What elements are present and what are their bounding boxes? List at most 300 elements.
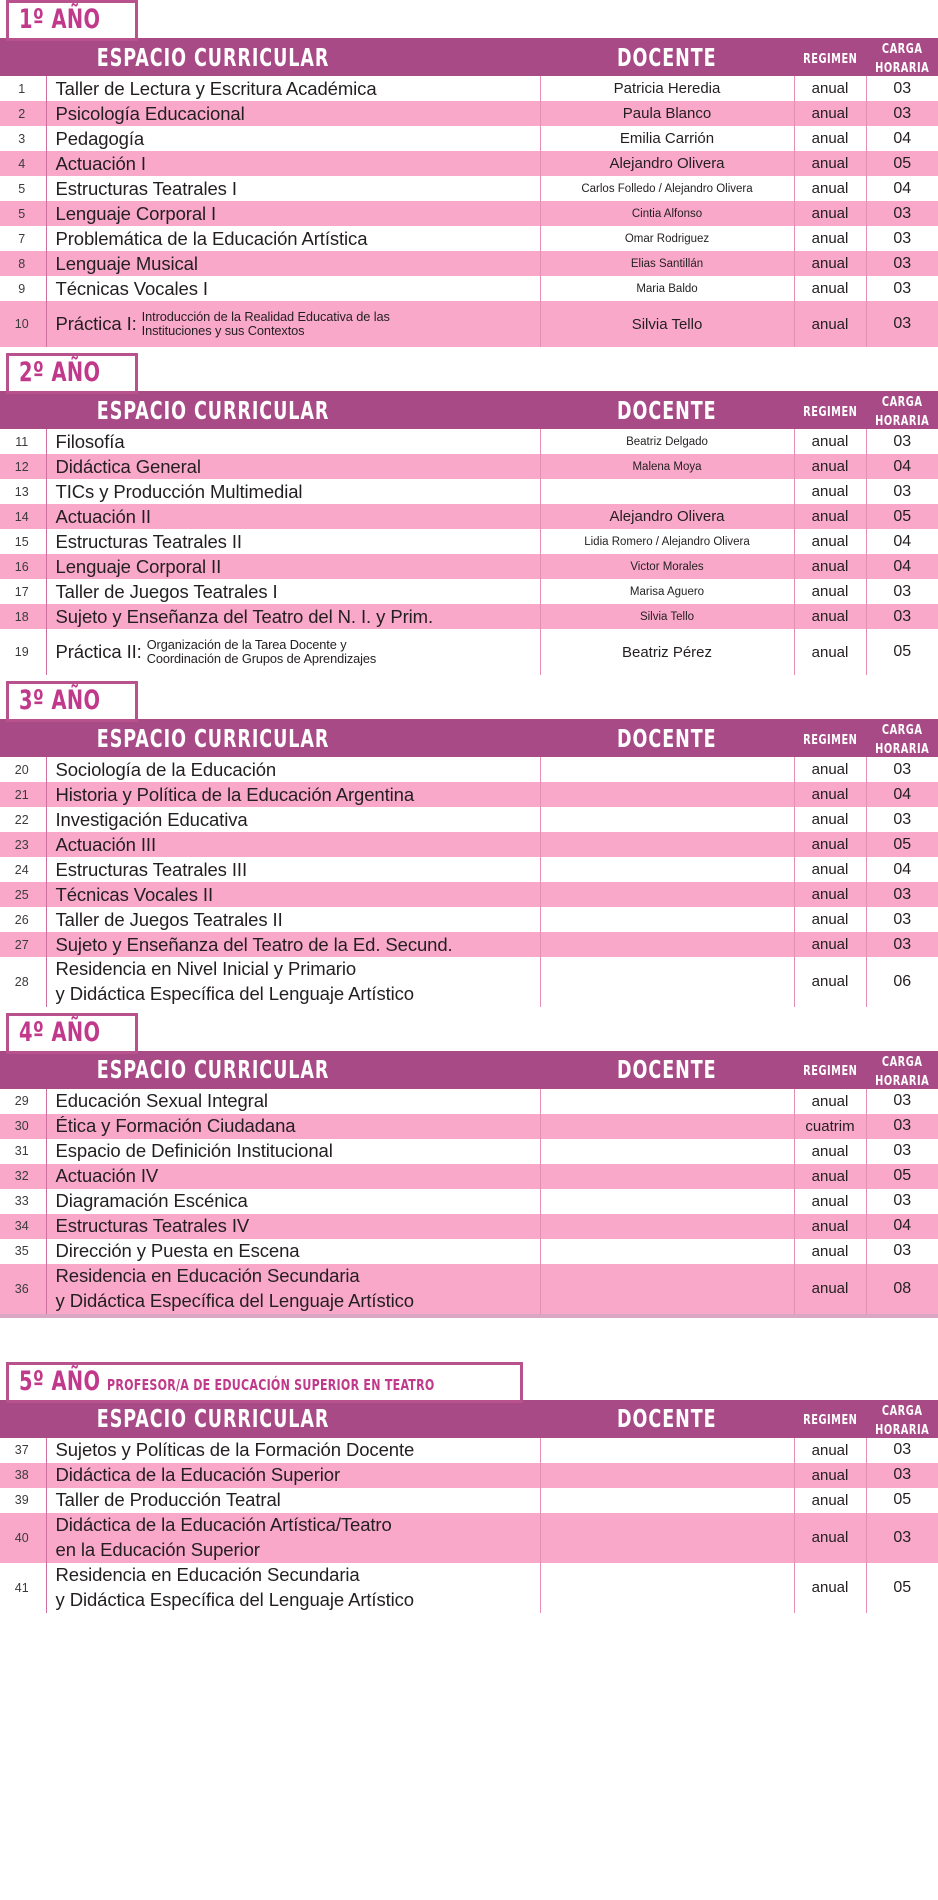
espacio-line-1: Residencia en Educación Secundaria: [55, 1563, 360, 1585]
row-index: 27: [0, 932, 46, 957]
year-table-0: [0, 38, 938, 347]
row-docente: Beatriz Pérez: [540, 629, 794, 675]
table-row[interactable]: [0, 76, 938, 101]
row-index: 3: [0, 126, 46, 151]
row-index: 19: [0, 629, 46, 675]
row-index: 4: [0, 151, 46, 176]
row-docente: [540, 757, 794, 782]
row-index: 9: [0, 276, 46, 301]
row-espacio-curricular: Taller de Producción Teatral: [46, 1488, 540, 1513]
year-badge: [6, 1013, 138, 1054]
row-carga-horaria: 03: [866, 101, 938, 126]
col-header-carga-horaria: CARGA HORARIA: [866, 1051, 938, 1089]
table-row[interactable]: [0, 807, 938, 832]
row-docente: [540, 1488, 794, 1513]
col-header-regimen: REGIMEN: [794, 38, 866, 76]
espacio-line-1: Residencia en Nivel Inicial y Primario: [55, 958, 357, 979]
row-docente: Lidia Romero / Alejandro Olivera: [540, 529, 794, 554]
year-badge-wrap-0: [0, 0, 938, 41]
row-carga-horaria: 03: [866, 1089, 938, 1114]
row-carga-horaria: 08: [866, 1264, 938, 1314]
row-index: 17: [0, 579, 46, 604]
row-docente: Silvia Tello: [540, 604, 794, 629]
row-index: 24: [0, 857, 46, 882]
row-index: 35: [0, 1239, 46, 1264]
year-badge-subtitle: PROFESOR/A DE EDUCACIÓN SUPERIOR EN TEATRO: [106, 1375, 435, 1394]
row-espacio-curricular: Lenguaje Corporal I: [46, 201, 540, 226]
col-header-index: [0, 1400, 46, 1438]
table-row[interactable]: [0, 504, 938, 529]
row-carga-horaria: 04: [866, 126, 938, 151]
row-espacio-curricular: Dirección y Puesta en Escena: [46, 1239, 540, 1264]
col-header-espacio: ESPACIO CURRICULAR: [46, 38, 540, 76]
espacio-sub-label: Introducción de la Realidad Educativa de las Instituciones y sus Contextos: [141, 308, 390, 338]
year-table-2: [0, 719, 938, 1007]
row-carga-horaria: 03: [866, 76, 938, 101]
row-carga-horaria: 03: [866, 579, 938, 604]
year-table-4: [0, 1400, 938, 1613]
row-index: 12: [0, 454, 46, 479]
col-header-index: [0, 38, 46, 76]
row-regimen: anual: [794, 1164, 866, 1189]
col-header-espacio: ESPACIO CURRICULAR: [46, 1400, 540, 1438]
row-index: 30: [0, 1114, 46, 1139]
row-regimen: anual: [794, 429, 866, 454]
row-docente: [540, 1438, 794, 1463]
row-index: 41: [0, 1563, 46, 1613]
row-carga-horaria: 03: [866, 604, 938, 629]
section-spacer-large: [0, 1324, 938, 1362]
row-docente: [540, 1114, 794, 1139]
col-header-index: [0, 391, 46, 429]
row-index: 13: [0, 479, 46, 504]
col-header-docente: DOCENTE: [540, 719, 794, 757]
row-carga-horaria: 03: [866, 429, 938, 454]
row-carga-horaria: 03: [866, 276, 938, 301]
table-row[interactable]: [0, 201, 938, 226]
col-header-carga-horaria: CARGA HORARIA: [866, 719, 938, 757]
year-badge-label: 2º AÑO: [19, 357, 101, 388]
year-badge-wrap-4: [0, 1362, 938, 1403]
year-badge-label: 4º AÑO: [19, 1016, 101, 1048]
table-row[interactable]: [0, 1488, 938, 1513]
row-regimen: anual: [794, 301, 866, 347]
row-carga-horaria: 03: [866, 757, 938, 782]
row-espacio-curricular: Estructuras Teatrales II: [46, 529, 540, 554]
table-row[interactable]: [0, 1239, 938, 1264]
row-index: 10: [0, 301, 46, 347]
row-docente: [540, 1463, 794, 1488]
row-carga-horaria: 04: [866, 529, 938, 554]
row-carga-horaria: 03: [866, 932, 938, 957]
year-table-1: [0, 391, 938, 675]
row-docente: [540, 957, 794, 1007]
row-docente: Alejandro Olivera: [540, 504, 794, 529]
row-index: 38: [0, 1463, 46, 1488]
table-row[interactable]: [0, 907, 938, 932]
row-espacio-curricular: Problemática de la Educación Artística: [46, 226, 540, 251]
row-regimen: cuatrim: [794, 1114, 866, 1139]
year-badge: [6, 1362, 523, 1403]
row-carga-horaria: 05: [866, 151, 938, 176]
row-index: 25: [0, 882, 46, 907]
row-docente: [540, 882, 794, 907]
col-header-espacio: ESPACIO CURRICULAR: [46, 719, 540, 757]
row-docente: Beatriz Delgado: [540, 429, 794, 454]
row-regimen: anual: [794, 957, 866, 1007]
row-index: 15: [0, 529, 46, 554]
table-row[interactable]: [0, 629, 938, 675]
row-regimen: anual: [794, 1563, 866, 1613]
row-docente: [540, 1139, 794, 1164]
row-index: 34: [0, 1214, 46, 1239]
row-docente: [540, 782, 794, 807]
row-regimen: anual: [794, 932, 866, 957]
row-regimen: anual: [794, 1239, 866, 1264]
row-regimen: anual: [794, 1089, 866, 1114]
year-badge: [6, 353, 138, 394]
row-docente: Carlos Folledo / Alejandro Olivera: [540, 176, 794, 201]
row-espacio-curricular: Diagramación Escénica: [46, 1189, 540, 1214]
table-row[interactable]: [0, 932, 938, 957]
table-row[interactable]: [0, 454, 938, 479]
row-carga-horaria: 03: [866, 1239, 938, 1264]
row-carga-horaria: 03: [866, 251, 938, 276]
espacio-line-2: en la Educación Superior: [55, 1538, 260, 1560]
row-docente: Paula Blanco: [540, 101, 794, 126]
row-espacio-curricular: Sujeto y Enseñanza del Teatro de la Ed. Secund.: [46, 932, 540, 957]
espacio-main-label: Práctica I:: [55, 313, 137, 334]
row-carga-horaria: 03: [866, 1139, 938, 1164]
row-index: 20: [0, 757, 46, 782]
row-carga-horaria: 05: [866, 832, 938, 857]
row-index: 14: [0, 504, 46, 529]
row-docente: [540, 1214, 794, 1239]
row-carga-horaria: 04: [866, 1214, 938, 1239]
row-docente: [540, 1239, 794, 1264]
table-row[interactable]: [0, 782, 938, 807]
row-carga-horaria: 03: [866, 807, 938, 832]
row-regimen: anual: [794, 554, 866, 579]
row-carga-horaria: 05: [866, 629, 938, 675]
year-badge-wrap-1: [0, 353, 938, 394]
row-regimen: anual: [794, 101, 866, 126]
row-espacio-curricular: [46, 957, 540, 1007]
table-row[interactable]: [0, 176, 938, 201]
col-header-index: [0, 719, 46, 757]
row-carga-horaria: 05: [866, 504, 938, 529]
row-docente: Elias Santillán: [540, 251, 794, 276]
row-regimen: anual: [794, 176, 866, 201]
row-carga-horaria: 03: [866, 1513, 938, 1563]
row-regimen: anual: [794, 857, 866, 882]
row-carga-horaria: 05: [866, 1488, 938, 1513]
row-index: 33: [0, 1189, 46, 1214]
row-espacio-curricular: Técnicas Vocales I: [46, 276, 540, 301]
row-espacio-curricular: Actuación II: [46, 504, 540, 529]
row-docente: [540, 1089, 794, 1114]
row-docente: Victor Morales: [540, 554, 794, 579]
table-row[interactable]: [0, 126, 938, 151]
col-header-docente: DOCENTE: [540, 1051, 794, 1089]
row-index: 23: [0, 832, 46, 857]
row-index: 39: [0, 1488, 46, 1513]
col-header-espacio: ESPACIO CURRICULAR: [46, 391, 540, 429]
year-badge: [6, 681, 138, 722]
year-badge-wrap-2: [0, 681, 938, 722]
row-regimen: anual: [794, 276, 866, 301]
row-espacio-curricular: [46, 1264, 540, 1314]
row-espacio-curricular: Lenguaje Corporal II: [46, 554, 540, 579]
row-docente: [540, 832, 794, 857]
row-espacio-curricular: [46, 301, 540, 347]
row-carga-horaria: 04: [866, 782, 938, 807]
row-docente: [540, 807, 794, 832]
row-docente: [540, 1513, 794, 1563]
row-index: 37: [0, 1438, 46, 1463]
row-espacio-curricular: [46, 629, 540, 675]
row-espacio-curricular: Didáctica General: [46, 454, 540, 479]
row-espacio-curricular: Sociología de la Educación: [46, 757, 540, 782]
row-regimen: anual: [794, 882, 866, 907]
row-carga-horaria: 05: [866, 1563, 938, 1613]
row-espacio-curricular: Investigación Educativa: [46, 807, 540, 832]
row-docente: Malena Moya: [540, 454, 794, 479]
row-espacio-curricular: Espacio de Definición Institucional: [46, 1139, 540, 1164]
year-badge-label: 5º AÑO: [19, 1365, 101, 1397]
row-regimen: anual: [794, 504, 866, 529]
row-carga-horaria: 03: [866, 301, 938, 347]
col-header-regimen: REGIMEN: [794, 1400, 866, 1438]
row-index: 29: [0, 1089, 46, 1114]
row-espacio-curricular: Estructuras Teatrales IV: [46, 1214, 540, 1239]
row-index: 32: [0, 1164, 46, 1189]
col-header-docente: DOCENTE: [540, 38, 794, 76]
table-row[interactable]: [0, 479, 938, 504]
table-header-row: [0, 719, 938, 757]
row-regimen: anual: [794, 579, 866, 604]
year-badge-label: 1º AÑO: [19, 4, 101, 35]
row-espacio-curricular: Psicología Educacional: [46, 101, 540, 126]
table-row[interactable]: [0, 1563, 938, 1613]
row-espacio-curricular: Didáctica de la Educación Superior: [46, 1463, 540, 1488]
espacio-line-2: y Didáctica Específica del Lenguaje Artístico: [55, 1289, 414, 1311]
table-row[interactable]: [0, 1114, 938, 1139]
row-espacio-curricular: Educación Sexual Integral: [46, 1089, 540, 1114]
year-table-3: [0, 1051, 938, 1314]
row-carga-horaria: 06: [866, 957, 938, 1007]
row-index: 21: [0, 782, 46, 807]
row-regimen: anual: [794, 479, 866, 504]
row-regimen: anual: [794, 126, 866, 151]
table-row[interactable]: [0, 882, 938, 907]
row-index: 1: [0, 76, 46, 101]
row-regimen: anual: [794, 757, 866, 782]
row-espacio-curricular: Filosofía: [46, 429, 540, 454]
table-row[interactable]: [0, 1264, 938, 1314]
row-index: 5: [0, 176, 46, 201]
row-regimen: anual: [794, 1264, 866, 1314]
row-docente: [540, 1164, 794, 1189]
row-carga-horaria: 05: [866, 1164, 938, 1189]
table-row[interactable]: [0, 579, 938, 604]
table-row[interactable]: [0, 832, 938, 857]
row-index: 18: [0, 604, 46, 629]
espacio-line-2: y Didáctica Específica del Lenguaje Artístico: [55, 1588, 414, 1610]
row-regimen: anual: [794, 1438, 866, 1463]
table-row[interactable]: [0, 1189, 938, 1214]
row-regimen: anual: [794, 1139, 866, 1164]
row-docente: Patricia Heredia: [540, 76, 794, 101]
table-header-row: [0, 1051, 938, 1089]
row-index: 31: [0, 1139, 46, 1164]
row-docente: [540, 932, 794, 957]
row-espacio-curricular: Pedagogía: [46, 126, 540, 151]
row-regimen: anual: [794, 604, 866, 629]
col-header-docente: DOCENTE: [540, 1400, 794, 1438]
table-row[interactable]: [0, 151, 938, 176]
table-row[interactable]: [0, 1438, 938, 1463]
row-docente: [540, 1563, 794, 1613]
row-index: 36: [0, 1264, 46, 1314]
row-regimen: anual: [794, 1214, 866, 1239]
row-index: 28: [0, 957, 46, 1007]
row-docente: Silvia Tello: [540, 301, 794, 347]
row-espacio-curricular: Estructuras Teatrales III: [46, 857, 540, 882]
espacio-sub-label: Organización de la Tarea Docente y Coordinación de Grupos de Aprendizajes: [146, 636, 377, 666]
row-carga-horaria: 04: [866, 554, 938, 579]
row-index: 26: [0, 907, 46, 932]
table-row[interactable]: [0, 1089, 938, 1114]
table-row[interactable]: [0, 1214, 938, 1239]
row-carga-horaria: 04: [866, 454, 938, 479]
row-espacio-curricular: Taller de Lectura y Escritura Académica: [46, 76, 540, 101]
table-row[interactable]: [0, 251, 938, 276]
row-regimen: anual: [794, 201, 866, 226]
row-regimen: anual: [794, 1463, 866, 1488]
row-espacio-curricular: [46, 1513, 540, 1563]
row-carga-horaria: 04: [866, 857, 938, 882]
row-espacio-curricular: Actuación I: [46, 151, 540, 176]
row-espacio-curricular: Estructuras Teatrales I: [46, 176, 540, 201]
col-header-carga-horaria: CARGA HORARIA: [866, 1400, 938, 1438]
row-docente: [540, 907, 794, 932]
row-espacio-curricular: Actuación III: [46, 832, 540, 857]
row-docente: Omar Rodriguez: [540, 226, 794, 251]
row-docente: [540, 1264, 794, 1314]
col-header-regimen: REGIMEN: [794, 719, 866, 757]
espacio-line-1: Residencia en Educación Secundaria: [55, 1264, 360, 1286]
table-row[interactable]: [0, 1463, 938, 1488]
table-row[interactable]: [0, 957, 938, 1007]
table-row[interactable]: [0, 1164, 938, 1189]
row-index: 2: [0, 101, 46, 126]
row-regimen: anual: [794, 1189, 866, 1214]
row-regimen: anual: [794, 1513, 866, 1563]
row-regimen: anual: [794, 151, 866, 176]
row-docente: [540, 479, 794, 504]
col-header-index: [0, 1051, 46, 1089]
table-row[interactable]: [0, 1139, 938, 1164]
row-espacio-curricular: Taller de Juegos Teatrales I: [46, 579, 540, 604]
row-espacio-curricular: Lenguaje Musical: [46, 251, 540, 276]
row-index: 8: [0, 251, 46, 276]
row-docente: [540, 1189, 794, 1214]
table-row[interactable]: [0, 857, 938, 882]
col-header-espacio: ESPACIO CURRICULAR: [46, 1051, 540, 1089]
row-docente: [540, 857, 794, 882]
row-espacio-curricular: Sujetos y Políticas de la Formación Docente: [46, 1438, 540, 1463]
table-row[interactable]: [0, 226, 938, 251]
row-espacio-curricular: TICs y Producción Multimedial: [46, 479, 540, 504]
row-docente: Emilia Carrión: [540, 126, 794, 151]
row-regimen: anual: [794, 907, 866, 932]
row-regimen: anual: [794, 832, 866, 857]
table-header-row: [0, 1400, 938, 1438]
table-row[interactable]: [0, 429, 938, 454]
row-index: 11: [0, 429, 46, 454]
table-row[interactable]: [0, 757, 938, 782]
row-regimen: anual: [794, 1488, 866, 1513]
col-header-carga-horaria: CARGA HORARIA: [866, 38, 938, 76]
row-espacio-curricular: Taller de Juegos Teatrales II: [46, 907, 540, 932]
table-row[interactable]: [0, 1513, 938, 1563]
col-header-carga-horaria: CARGA HORARIA: [866, 391, 938, 429]
espacio-main-label: Práctica II:: [55, 641, 142, 662]
row-espacio-curricular: Actuación IV: [46, 1164, 540, 1189]
row-index: 5: [0, 201, 46, 226]
row-regimen: anual: [794, 629, 866, 675]
row-carga-horaria: 03: [866, 1463, 938, 1488]
row-index: 16: [0, 554, 46, 579]
col-header-docente: DOCENTE: [540, 391, 794, 429]
row-regimen: anual: [794, 76, 866, 101]
row-carga-horaria: 03: [866, 882, 938, 907]
year-badge-wrap-3: [0, 1013, 938, 1054]
row-docente: Alejandro Olivera: [540, 151, 794, 176]
row-espacio-curricular: Ética y Formación Ciudadana: [46, 1114, 540, 1139]
row-carga-horaria: 03: [866, 1438, 938, 1463]
row-carga-horaria: 03: [866, 479, 938, 504]
table-row[interactable]: [0, 301, 938, 347]
row-carga-horaria: 03: [866, 1114, 938, 1139]
row-carga-horaria: 04: [866, 176, 938, 201]
row-regimen: anual: [794, 454, 866, 479]
row-regimen: anual: [794, 529, 866, 554]
row-regimen: anual: [794, 226, 866, 251]
row-docente: Cintia Alfonso: [540, 201, 794, 226]
row-regimen: anual: [794, 807, 866, 832]
row-carga-horaria: 03: [866, 907, 938, 932]
year-badge: [6, 0, 138, 41]
espacio-line-2: y Didáctica Específica del Lenguaje Artístico: [55, 982, 414, 1004]
row-regimen: anual: [794, 782, 866, 807]
row-regimen: anual: [794, 251, 866, 276]
table-row[interactable]: [0, 101, 938, 126]
row-docente: Maria Baldo: [540, 276, 794, 301]
row-carga-horaria: 03: [866, 1189, 938, 1214]
col-header-regimen: REGIMEN: [794, 391, 866, 429]
table-row[interactable]: [0, 529, 938, 554]
col-header-regimen: REGIMEN: [794, 1051, 866, 1089]
table-row[interactable]: [0, 554, 938, 579]
row-espacio-curricular: [46, 1563, 540, 1613]
table-header-row: [0, 38, 938, 76]
table-row[interactable]: [0, 276, 938, 301]
row-espacio-curricular: Técnicas Vocales II: [46, 882, 540, 907]
row-docente: Marisa Aguero: [540, 579, 794, 604]
table-row[interactable]: [0, 604, 938, 629]
